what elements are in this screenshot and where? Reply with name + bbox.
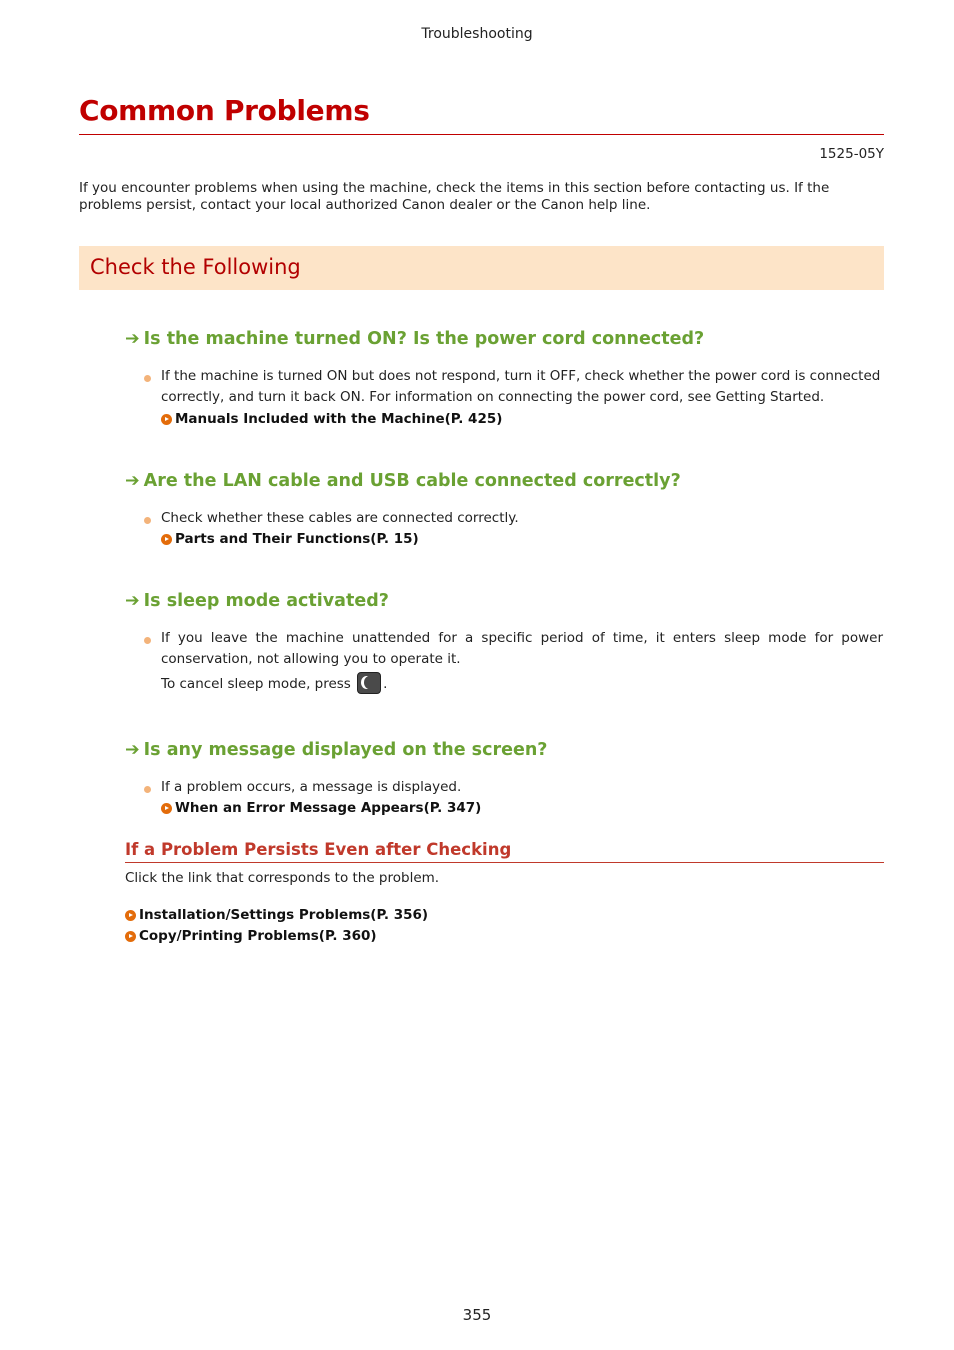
subsection-text: Click the link that corresponds to the problem. [125,870,440,886]
check-heading-sleep [125,591,389,611]
link-copy-printing[interactable] [125,928,377,944]
check-heading-power [125,329,704,349]
bullet-icon [144,786,151,793]
cancel-sleep-instruction [161,673,883,695]
link-arrow-icon [161,414,172,425]
sleep-key-icon [357,672,381,694]
cancel-sleep-text: To cancel sleep mode, press [161,676,351,692]
bullet-icon [144,517,151,524]
check-heading-cables [125,471,681,491]
link-label: When an Error Message Appears(P. 347) [175,800,482,816]
check-heading-text: Are the LAN cable and USB cable connected correctly? [143,471,681,491]
subsection-divider [125,862,884,863]
check-text-sleep-line2: conservation, not allowing you to operate it. [161,651,461,667]
title-divider [79,134,884,135]
cancel-sleep-period: . [383,676,388,692]
link-arrow-icon [161,534,172,545]
link-parts-functions[interactable] [161,531,419,547]
arrow-icon: ➔ [125,329,140,349]
check-text-cables: Check whether these cables are connected correctly. [161,510,519,526]
check-text-message: If a problem occurs, a message is displayed. [161,779,462,795]
link-manuals-included[interactable] [161,411,502,427]
bullet-icon [144,637,151,644]
link-label: Copy/Printing Problems(P. 360) [139,928,377,944]
bullet-icon [144,375,151,382]
link-arrow-icon [161,803,172,814]
page-title: Common Problems [79,94,370,127]
page-number: 355 [462,1306,492,1324]
arrow-icon: ➔ [125,471,140,491]
arrow-icon: ➔ [125,591,140,611]
link-arrow-icon [125,910,136,921]
section-banner [79,246,884,290]
link-label: Installation/Settings Problems(P. 356) [139,907,429,923]
running-header: Troubleshooting [421,26,533,42]
check-text-sleep-line1: If you leave the machine unattended for a specific period of time, it enters sleep mode for power [161,630,883,646]
link-error-message[interactable] [161,800,481,816]
link-label: Parts and Their Functions(P. 15) [175,531,419,547]
arrow-icon: ➔ [125,740,140,760]
check-heading-text: Is any message displayed on the screen? [143,740,548,760]
section-title: Check the Following [90,255,301,279]
link-arrow-icon [125,931,136,942]
check-heading-text: Is the machine turned ON? Is the power cord connected? [143,329,705,349]
link-label: Manuals Included with the Machine(P. 425) [175,411,503,427]
subsection-title: If a Problem Persists Even after Checking [125,840,512,859]
link-installation-settings[interactable] [125,907,428,923]
intro-paragraph: If you encounter problems when using the machine, check the items in this section before contacting us. If the problems persist, contact your local authorized Canon dealer or the Canon help line. [79,180,830,213]
document-code: 1525-05Y [819,146,884,162]
check-text-power: If the machine is turned ON but does not respond, turn it OFF, check whether the power cord is connected correctly, and turn it back ON. For information on connecting the power cord, see Getting Started. [161,368,881,405]
check-heading-text: Is sleep mode activated? [143,591,389,611]
check-heading-message [125,740,547,760]
moon-icon [364,676,375,689]
